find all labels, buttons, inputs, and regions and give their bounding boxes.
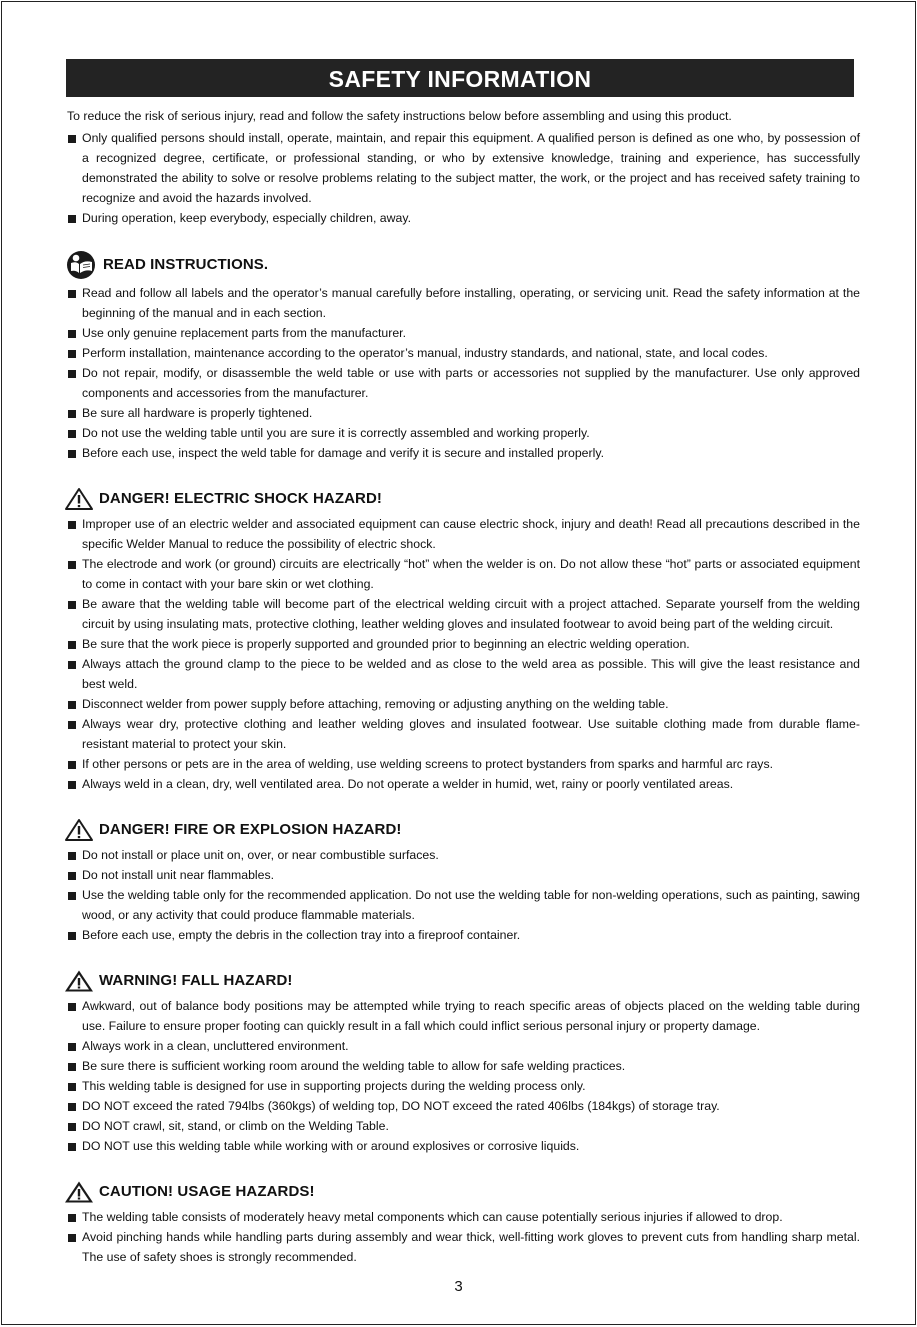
- fire-explosion-list: [64, 845, 864, 945]
- list-item: Be aware that the welding table will become part of the electrical welding circuit with a project attached. Separate yourself from the welding circuit by using insulating mats, protective clothing, leather welding gloves and insulated footwear to avoid being part of the welding circuit.: [64, 594, 864, 634]
- read-manual-icon: [64, 250, 98, 280]
- page-content: [64, 106, 864, 1267]
- section-heading-text: WARNING! FALL HAZARD!: [99, 972, 293, 989]
- list-item: The welding table consists of moderately heavy metal components which can cause potentially serious injuries if allowed to drop.: [64, 1207, 864, 1227]
- list-item: Use the welding table only for the recommended application. Do not use the welding table for non-welding operations, such as painting, sawing wood, or any activity that could produce flammable materials.: [64, 885, 864, 925]
- usage-hazards-list: [64, 1207, 864, 1267]
- list-item: Be sure there is sufficient working room around the welding table to allow for safe welding practices.: [64, 1056, 864, 1076]
- section-heading-fall-hazard: [64, 969, 864, 993]
- list-item: Do not install or place unit on, over, or near combustible surfaces.: [64, 845, 864, 865]
- list-item: Be sure that the work piece is properly supported and grounded prior to beginning an electric welding operation.: [64, 634, 864, 654]
- list-item: Always wear dry, protective clothing and leather welding gloves and insulated footwear. Use suitable clothing made from durable flame-resistant material to protect your skin.: [64, 714, 864, 754]
- electric-shock-list: [64, 514, 864, 794]
- list-item: Always attach the ground clamp to the piece to be welded and as close to the weld area as possible. This will give the least resistance and best weld.: [64, 654, 864, 694]
- read-instructions-list: [64, 283, 864, 463]
- intro-text: To reduce the risk of serious injury, read and follow the safety instructions below before assembling and using this product.: [67, 109, 732, 123]
- section-heading-fire-explosion: [64, 818, 864, 842]
- list-item: Only qualified persons should install, operate, maintain, and repair this equipment. A qualified person is defined as one who, by possession of a recognized degree, certificate, or professional standing, or who by extensive knowledge, training and experience, has successfully demonstrated the ability to solve or resolve problems relating to the subject matter, the work, or the project and has received safety training to recognize and avoid the hazards involved.: [64, 128, 864, 208]
- list-item: Use only genuine replacement parts from the manufacturer.: [64, 323, 864, 343]
- section-heading-read-instructions: [64, 250, 864, 280]
- list-item: Do not repair, modify, or disassemble the weld table or use with parts or accessories not supplied by the manufacturer. Use only approved components and accessories from the manufacturer.: [64, 363, 864, 403]
- section-heading-usage-hazards: [64, 1180, 864, 1204]
- section-heading-text: CAUTION! USAGE HAZARDS!: [99, 1183, 315, 1200]
- list-item: Do not use the welding table until you are sure it is correctly assembled and working properly.: [64, 423, 864, 443]
- list-item: Be sure all hardware is properly tightened.: [64, 403, 864, 423]
- list-item: Improper use of an electric welder and associated equipment can cause electric shock, injury and death! Read all precautions described in the specific Welder Manual to reduce the possibility of electric shock.: [64, 514, 864, 554]
- list-item: Before each use, inspect the weld table for damage and verify it is secure and installed properly.: [64, 443, 864, 463]
- page-title: SAFETY INFORMATION: [66, 59, 854, 97]
- list-item: Always weld in a clean, dry, well ventilated area. Do not operate a welder in humid, wet, rainy or poorly ventilated areas.: [64, 774, 864, 794]
- list-item: This welding table is designed for use in supporting projects during the welding process only.: [64, 1076, 864, 1096]
- section-heading-text: DANGER! FIRE OR EXPLOSION HAZARD!: [99, 821, 402, 838]
- list-item: Before each use, empty the debris in the collection tray into a fireproof container.: [64, 925, 864, 945]
- list-item: Do not install unit near flammables.: [64, 865, 864, 885]
- warning-triangle-filled-icon: [64, 969, 94, 993]
- general-list: [64, 128, 864, 228]
- list-item: Avoid pinching hands while handling parts during assembly and wear thick, well-fitting work gloves to prevent cuts from handling sharp metal. The use of safety shoes is strongly recommended.: [64, 1227, 864, 1267]
- list-item: Always work in a clean, uncluttered environment.: [64, 1036, 864, 1056]
- list-item: The electrode and work (or ground) circuits are electrically “hot” when the welder is on. Do not allow these “hot” parts or associated equipment to come in contact with your bare skin or wet clothing.: [64, 554, 864, 594]
- warning-triangle-icon: [64, 487, 94, 511]
- section-heading-electric-shock: [64, 487, 864, 511]
- list-item: DO NOT exceed the rated 794lbs (360kgs) of welding top, DO NOT exceed the rated 406lbs (184kgs) of storage tray.: [64, 1096, 864, 1116]
- list-item: If other persons or pets are in the area of welding, use welding screens to protect bystanders from sparks and harmful arc rays.: [64, 754, 864, 774]
- section-heading-text: READ INSTRUCTIONS.: [103, 256, 269, 273]
- warning-triangle-filled-icon: [64, 1180, 94, 1204]
- page-number: 3: [454, 1278, 463, 1295]
- fall-hazard-list: [64, 996, 864, 1156]
- list-item: During operation, keep everybody, especially children, away.: [64, 208, 864, 228]
- list-item: Read and follow all labels and the operator’s manual carefully before installing, operating, or servicing unit. Read the safety information at the beginning of the manual and in each section.: [64, 283, 864, 323]
- list-item: DO NOT crawl, sit, stand, or climb on the Welding Table.: [64, 1116, 864, 1136]
- list-item: Perform installation, maintenance according to the operator’s manual, industry standards, and national, state, and local codes.: [64, 343, 864, 363]
- list-item: DO NOT use this welding table while working with or around explosives or corrosive liquids.: [64, 1136, 864, 1156]
- warning-triangle-icon: [64, 818, 94, 842]
- manual-page: [1, 1, 916, 1325]
- list-item: Disconnect welder from power supply before attaching, removing or adjusting anything on the welding table.: [64, 694, 864, 714]
- list-item: Awkward, out of balance body positions may be attempted while trying to reach specific areas of objects placed on the welding table during use. Failure to ensure proper footing can quickly result in a fall which could inflict serious personal injury or property damage.: [64, 996, 864, 1036]
- section-heading-text: DANGER! ELECTRIC SHOCK HAZARD!: [99, 490, 382, 507]
